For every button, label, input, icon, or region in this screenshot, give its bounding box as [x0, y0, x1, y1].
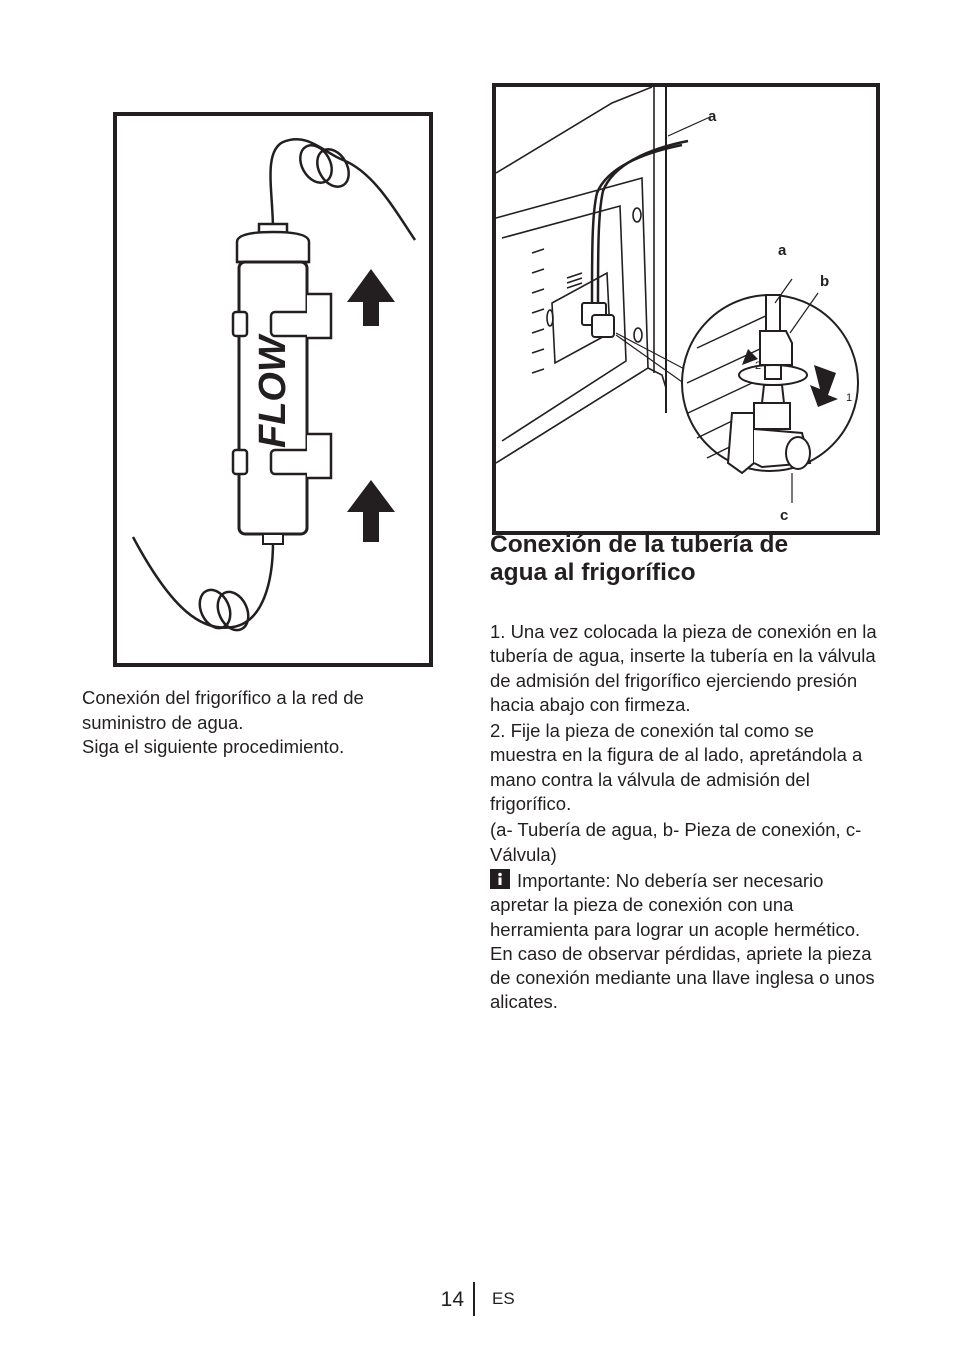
step-1-paragraph: 1. Una vez colocada la pieza de conexión en la tubería de agua, inserte la tubería en la válvula de admisión del frigorífico ejerciendo presión hacia abajo con firmeza.	[490, 621, 877, 715]
page-number: 14	[440, 1288, 464, 1311]
label-a-inner: a	[778, 242, 787, 259]
legend-paragraph: (a- Tubería de agua, b- Pieza de conexión, c-Válvula)	[490, 819, 862, 865]
section-title-line: agua al frigorífico	[490, 559, 696, 586]
label-c: c	[780, 507, 789, 524]
language-code: ES	[492, 1289, 515, 1308]
caption-line: suministro de agua.	[82, 711, 244, 733]
flow-label: FLOW	[252, 336, 294, 448]
label-step2: 2	[755, 360, 762, 372]
important-note-text: Importante: No debería ser necesario apretar la pieza de conexión con una herramienta para lograr un acople hermético. En caso de observar pérdidas, apriete la pieza de conexión mediante una llave inglesa o unos alicates.	[490, 869, 875, 1013]
zoom-detail	[682, 295, 858, 473]
valve-connection-figure	[492, 83, 880, 535]
section-title-line: Conexión de la tubería de	[490, 531, 789, 558]
section-title	[490, 531, 870, 587]
label-step1: 1	[846, 392, 853, 404]
label-b: b	[820, 273, 830, 290]
label-a-top: a	[708, 108, 717, 125]
footer-divider	[473, 1282, 475, 1316]
info-icon	[490, 869, 510, 889]
important-note	[490, 869, 878, 1015]
caption-line: Siga el siguiente procedimiento.	[82, 736, 345, 757]
section-body	[490, 620, 878, 1017]
caption-line: Conexión del frigorífico a la red de	[82, 687, 364, 708]
left-caption	[82, 686, 422, 760]
water-filter-figure	[113, 112, 433, 667]
step-2-paragraph: 2. Fije la pieza de conexión tal como se muestra en la figura de al lado, apretándola a mano contra la válvula de admisión del frigorífico.	[490, 720, 863, 815]
